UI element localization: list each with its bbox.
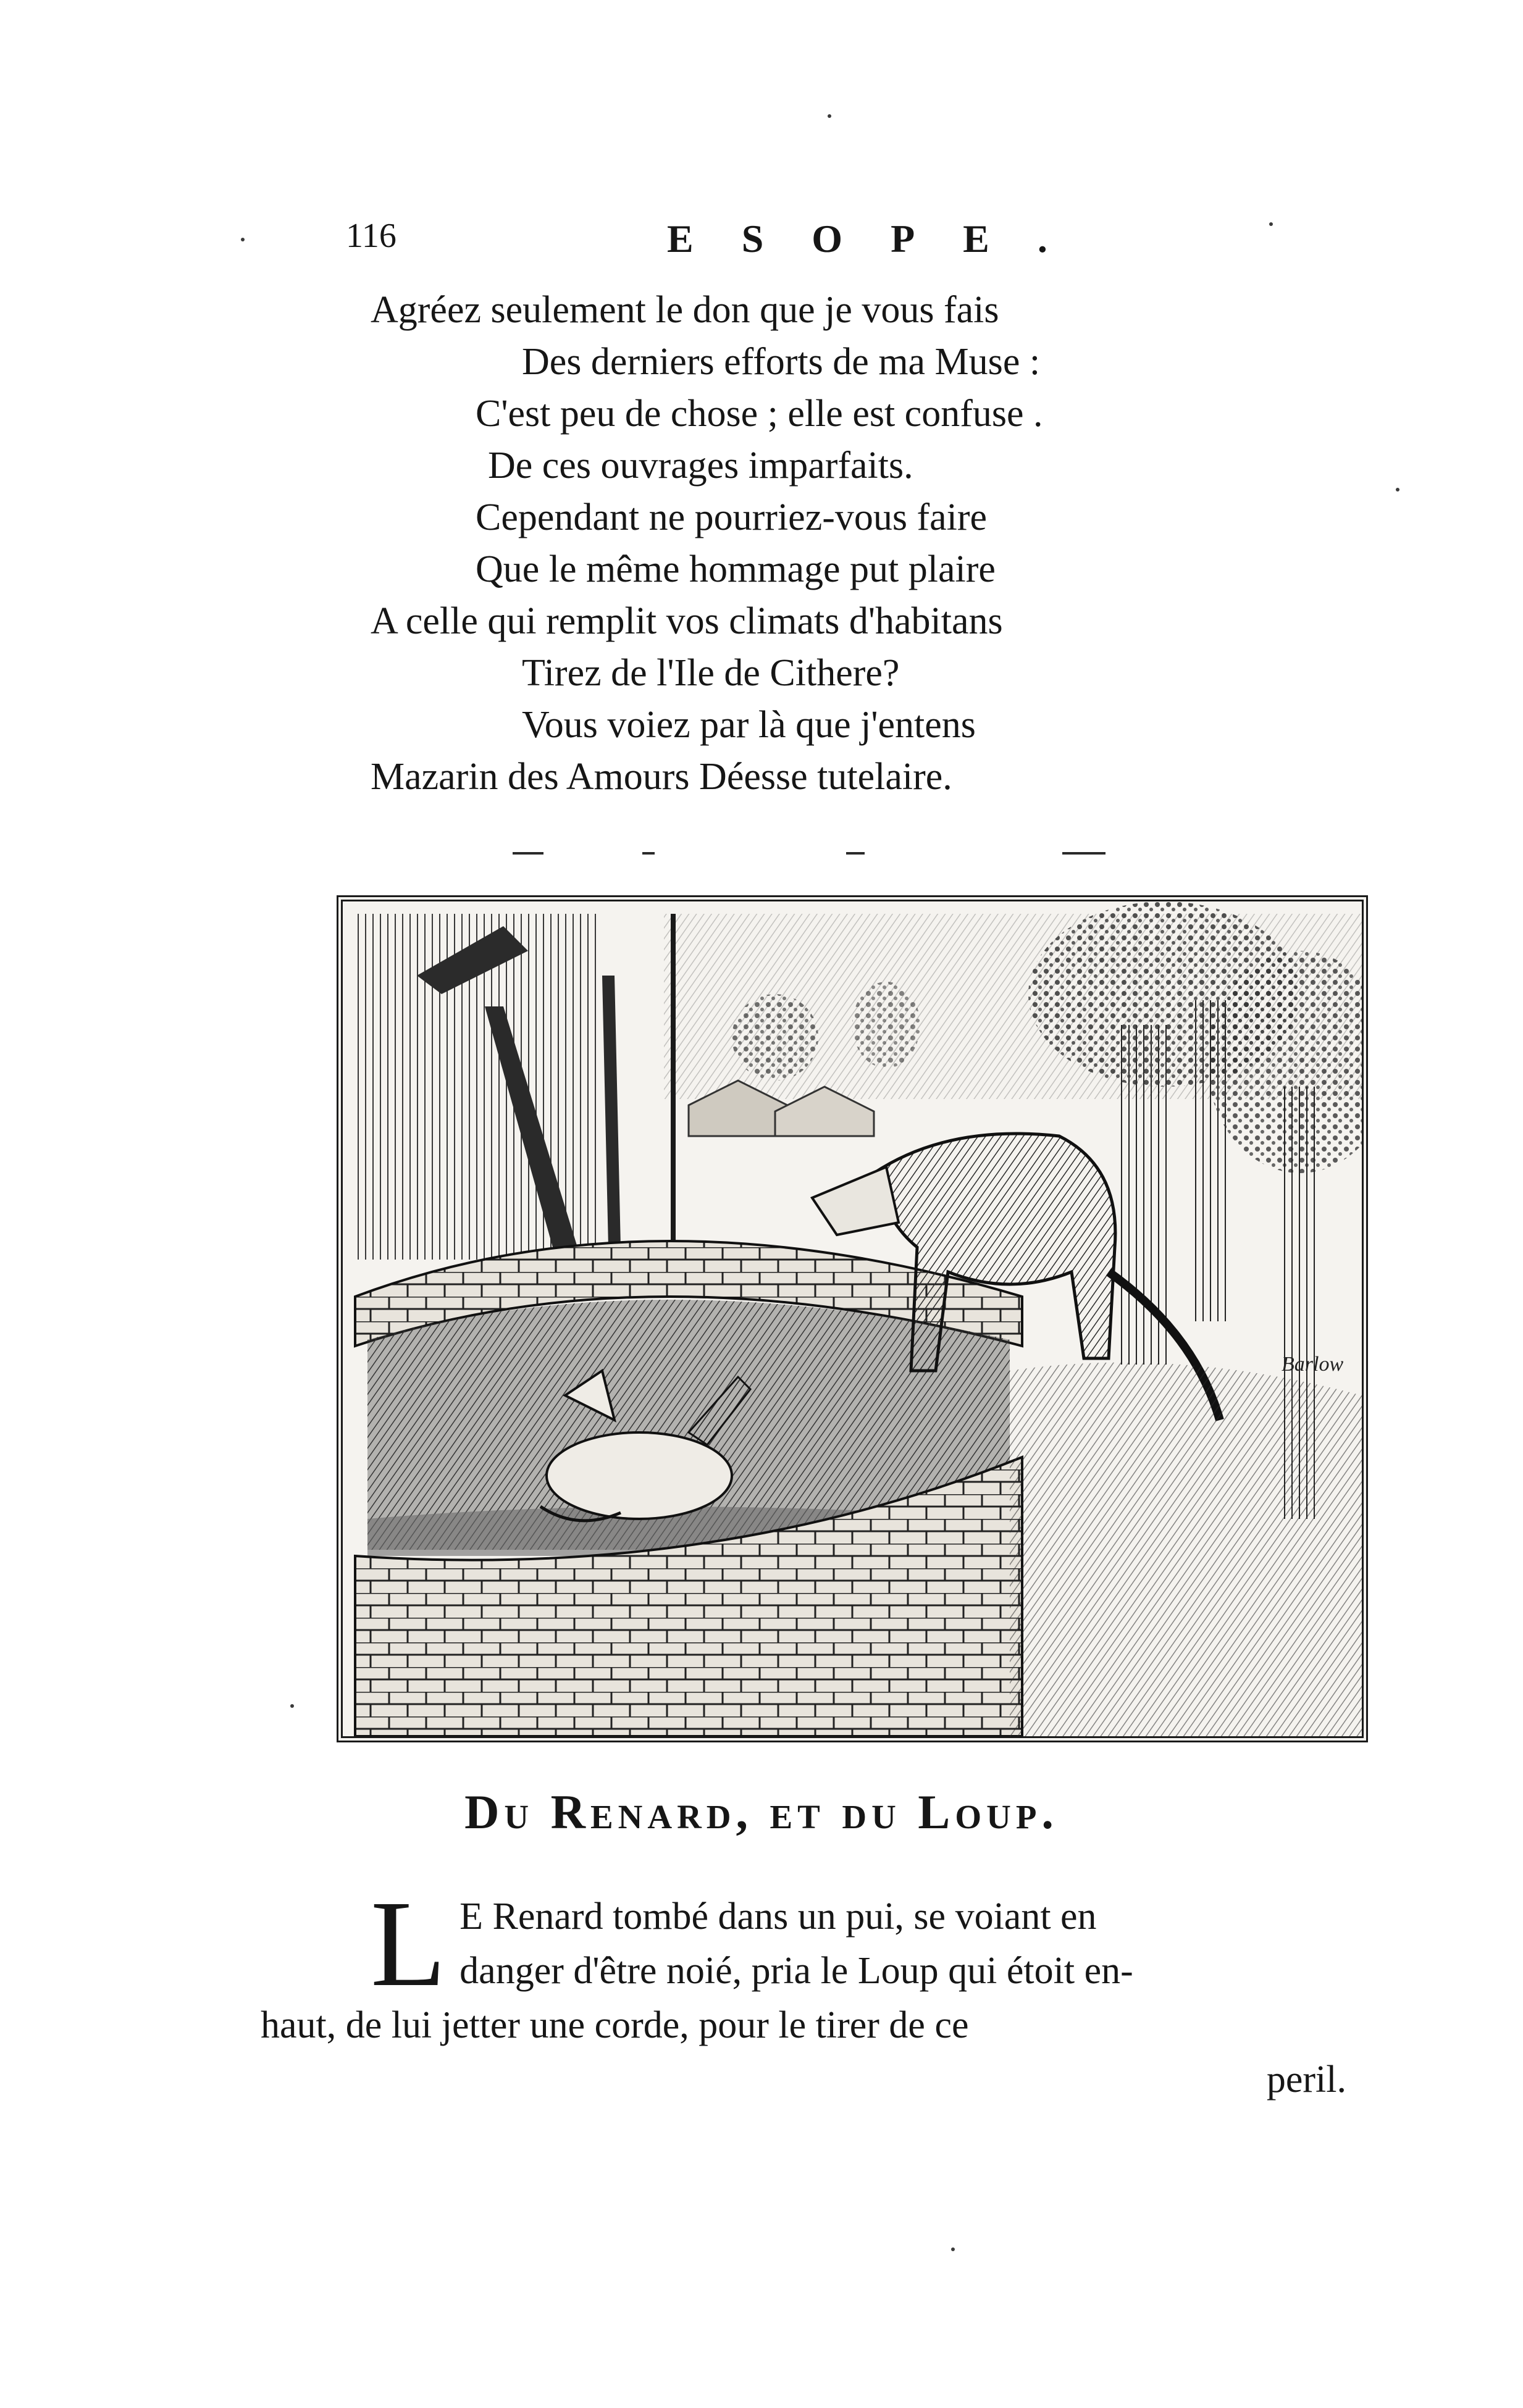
fable-body	[261, 1876, 1346, 2107]
well-fox-wolf-engraving	[343, 901, 1362, 1736]
scan-speck	[241, 238, 245, 241]
engraving-illustration	[337, 895, 1368, 1742]
running-title: ESOPE.	[667, 217, 1096, 261]
verse-line: Vous voiez par là que j'entens	[522, 704, 976, 746]
ornament-dash	[642, 852, 655, 855]
verse-block	[371, 284, 1266, 803]
verse-line: Tirez de l'Ile de Cithere?	[522, 652, 900, 694]
verse-line: De ces ouvrages imparfaits.	[488, 445, 913, 487]
fable-line: peril.	[1266, 2059, 1346, 2101]
page-number: 116	[346, 217, 396, 255]
scan-speck	[290, 1704, 294, 1708]
fable-title: Du Renard, et du Loup.	[464, 1785, 1059, 1839]
ornament-dash	[513, 852, 543, 855]
verse-line: A celle qui remplit vos climats d'habitans	[371, 600, 1003, 642]
scan-speck	[828, 114, 831, 118]
verse-line: Agréez seulement le don que je vous fais	[371, 289, 999, 331]
svg-text:Barlow: Barlow	[1282, 1353, 1344, 1376]
running-header	[346, 216, 1124, 272]
scan-speck	[951, 2247, 955, 2251]
dropcap: L	[371, 1876, 447, 2012]
scan-speck	[1269, 222, 1273, 226]
scan-speck	[1396, 488, 1399, 491]
fable-line: haut, de lui jetter une corde, pour le tirer de ce	[261, 2004, 969, 2046]
verse-line: Cependant ne pourriez-vous faire	[476, 496, 988, 538]
ornament-dash	[846, 852, 865, 855]
fable-line: danger d'être noié, pria le Loup qui étoit en-	[459, 1950, 1133, 1992]
verse-line: Mazarin des Amours Déesse tutelaire.	[371, 756, 952, 798]
verse-line: Que le même hommage put plaire	[476, 548, 996, 590]
verse-line: C'est peu de chose ; elle est confuse .	[476, 393, 1043, 435]
verse-line: Des derniers efforts de ma Muse :	[522, 341, 1041, 383]
fable-line: E Renard tombé dans un pui, se voiant en	[459, 1896, 1097, 1938]
ornament-dash	[1062, 852, 1106, 855]
